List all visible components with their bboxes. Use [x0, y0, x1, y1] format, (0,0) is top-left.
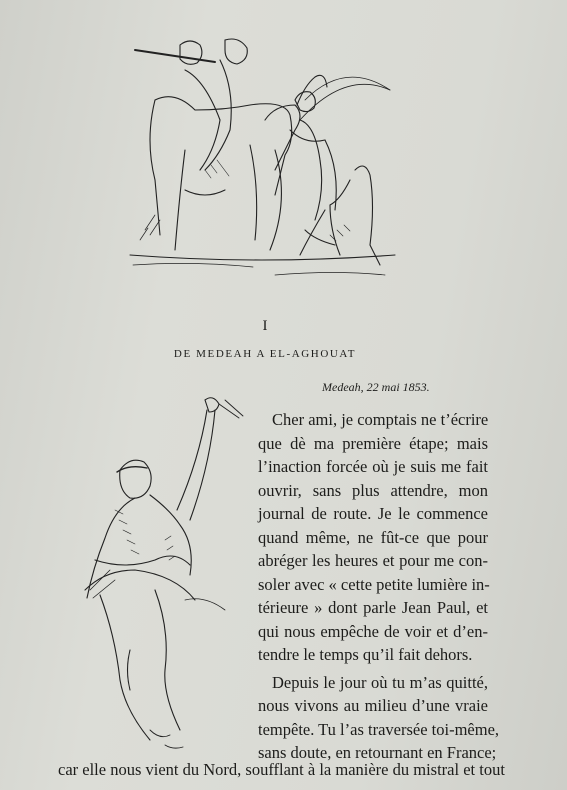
text-line: qui nous empêche de voir et d’en-: [258, 621, 488, 641]
text-line: Depuis le jour où tu m’as quitté,: [272, 672, 488, 692]
text-line: car elle nous vient du Nord, soufflant à la manière du mistral et tout: [58, 760, 505, 779]
riders-illustration: [125, 30, 400, 285]
text-line: que dè ma première étape; mais: [258, 433, 488, 453]
text-line: journal de route. Je le commence: [258, 504, 488, 523]
text-line: sans doute, en retournant en France;: [258, 743, 497, 762]
text-line: soler avec « cette petite lumière in-: [258, 574, 490, 594]
chapter-title: DE MEDEAH A EL-AGHOUAT: [173, 348, 357, 360]
text-line: l’inaction forcée où je suis me fait: [258, 457, 488, 476]
text-line: abréger les heures et pour me con-: [258, 551, 488, 570]
text-line: Cher ami, je comptais ne t’écrire: [272, 410, 489, 429]
text-line: ouvrir, sans plus attendre, mon: [258, 480, 488, 500]
dateline: Medeah, 22 mai 1853.: [322, 380, 430, 394]
text-line: quand même, ne fût-ce que pour: [258, 527, 488, 547]
text-line: tendre le temps qu’il fait dehors.: [258, 645, 473, 664]
paragraph: [258, 671, 500, 765]
full-width-text: [58, 758, 505, 782]
chapter-number: I: [262, 318, 268, 334]
text-column: [258, 408, 500, 765]
text-line: térieure » dont parle Jean Paul, et: [258, 598, 488, 617]
man-raised-arm-illustration: [55, 390, 260, 755]
text-line: tempête. Tu l’as traversée toi-même,: [258, 719, 500, 739]
text-line: nous vivons au milieu d’une vraie: [258, 696, 488, 715]
